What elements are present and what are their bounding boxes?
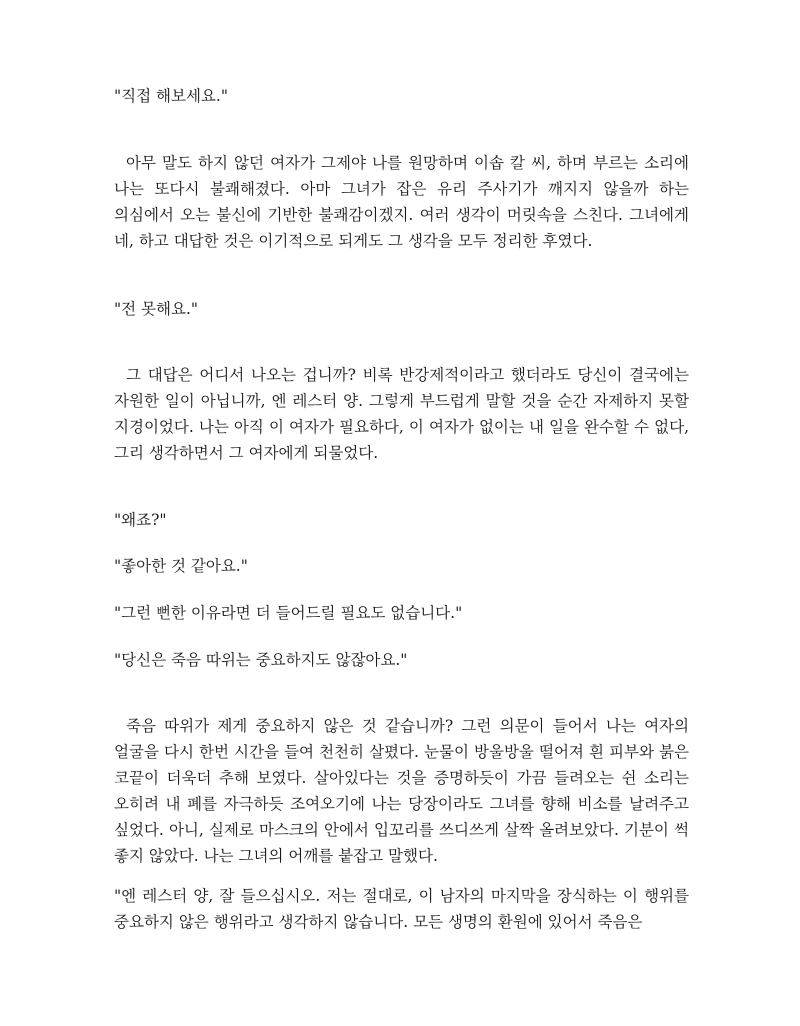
narrative-paragraph: 아무 말도 하지 않던 여자가 그제야 나를 원망하며 이솝 칼 씨, 하며 부르는 소리에 나는 또다시 불쾌해졌다. 아마 그녀가 잡은 유리 주사기가 깨지지 않을까 하는 의심에서 오는 불신에 기반한 불쾌감이겠지. 여러 생각이 머릿속을 스친다. 그녀에게 네, 하고 대답한 것은 이기적으로 되게도 그 생각을 모두 정리한 후였다. (114, 154, 689, 250)
dialogue-line: "직접 해보세요." (114, 87, 228, 105)
narrative-paragraph: 죽음 따위가 제게 중요하지 않은 것 같습니까? 그런 의문이 들어서 나는 여자의 얼굴을 다시 한번 시간을 들여 천천히 살폈다. 눈물이 방울방울 떨어져 흰 피부와 붉은 코끝이 더욱더 추해 보였다. 살아있다는 것을 증명하듯이 가끔 들려오는 쉰 소리는 오히려 내 폐를 자극하듯 조여오기에 나는 당장이라도 그녀를 향해 비소를 날려주고 싶었다. 아니, 실제로 마스크의 안에서 입꼬리를 쓰디쓰게 살짝 올려보았다. 기분이 썩 좋지 않았다. 나는 그녀의 어깨를 붙잡고 말했다. (114, 717, 689, 865)
dialogue-line: "전 못해요." (114, 300, 199, 318)
dialogue-line: "좋아한 것 같아요." (114, 557, 248, 575)
dialogue-line: "그런 뻔한 이유라면 더 들어드릴 필요도 없습니다." (114, 604, 463, 622)
dialogue-paragraph: "엔 레스터 양, 잘 들으십시오. 저는 절대로, 이 남자의 마지막을 장식하는 이 행위를 중요하지 않은 행위라고 생각하지 않습니다. 모든 생명의 환원에 있어서 죽음은 (114, 887, 689, 931)
dialogue-line: "왜죠?" (114, 511, 167, 529)
dialogue-line: "당신은 죽음 따위는 중요하지도 않잖아요." (114, 651, 408, 669)
narrative-paragraph: 그 대답은 어디서 나오는 겁니까? 비록 반강제적이라고 했더라도 당신이 결국에는 자원한 일이 아닙니까, 엔 레스터 양. 그렇게 부드럽게 말할 것을 순간 자제하지 못할 지경이었다. 나는 아직 이 여자가 필요하다, 이 여자가 없이는 내 일을 완수할 수 없다, 그리 생각하면서 그 여자에게 되물었다. (114, 366, 689, 462)
